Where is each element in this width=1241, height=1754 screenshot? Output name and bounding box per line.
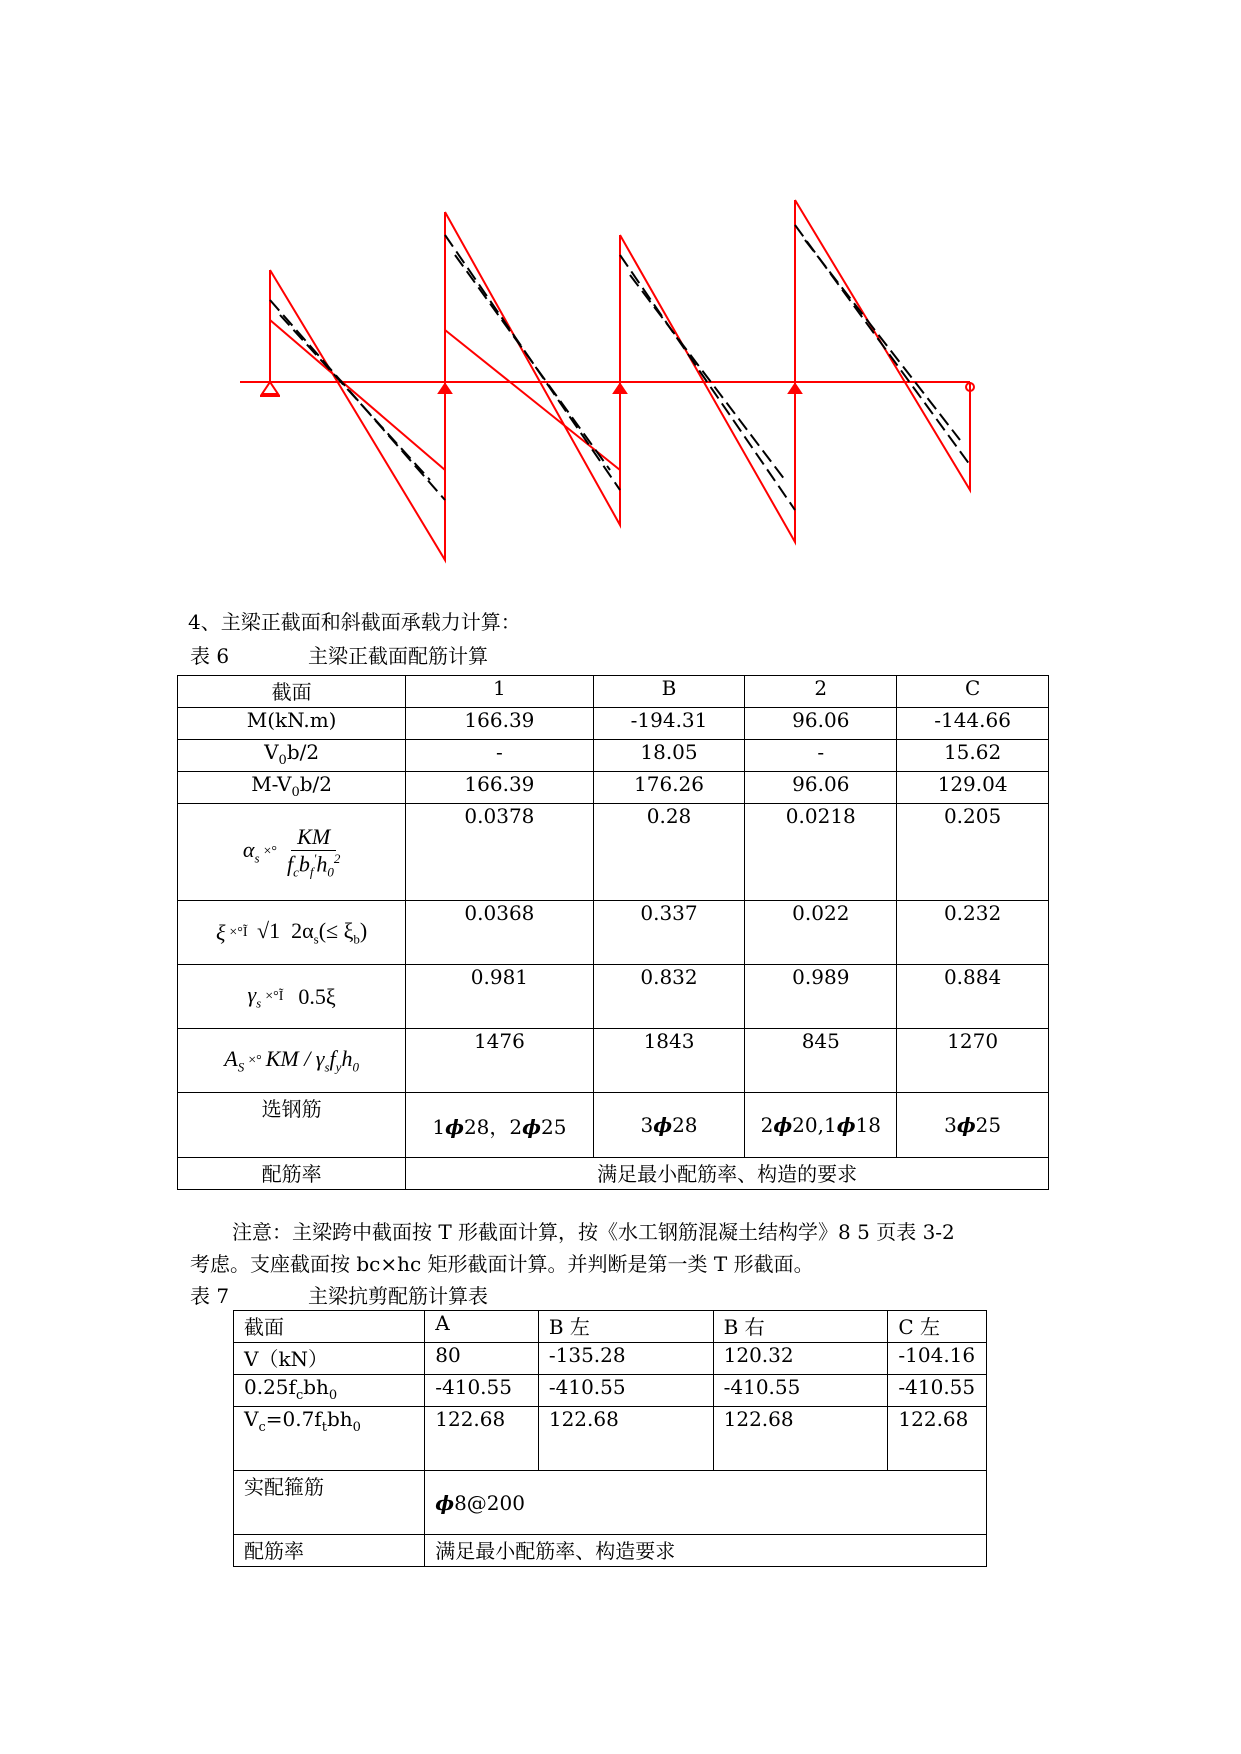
table-row [178, 708, 1049, 740]
header-cell: B [593, 676, 745, 708]
table-cell: 0.0218 [745, 804, 897, 901]
table-cell: -104.16 [888, 1343, 987, 1375]
table-cell: 96.06 [745, 772, 897, 804]
table-row [234, 1471, 987, 1535]
table-cell: 80 [425, 1343, 539, 1375]
table-cell: 96.06 [745, 708, 897, 740]
row-label: V（kN） [234, 1343, 425, 1375]
formula-alpha-s: $\alpha_s$ ×° $\frac{KM}{f_cb_f'h_0^2}$ [178, 804, 406, 901]
table-cell: 1ϕ28，2ϕ25 [406, 1093, 593, 1158]
header-cell: 截面 [234, 1311, 425, 1343]
table-cell: - [745, 740, 897, 772]
row-label: $V_c=0.7f_tbh_0$ [234, 1407, 425, 1471]
row-label: $M-V_0b/2$ [178, 772, 406, 804]
table7-main-beam-shear [233, 1310, 987, 1567]
table-cell: -135.28 [538, 1343, 713, 1375]
table-row [178, 804, 1049, 901]
header-cell: C [897, 676, 1049, 708]
note-line-1: 注意：主梁跨中截面按 T 形截面计算，按《水工钢筋混凝土结构学》8 5 页表 3-2 [232, 1220, 955, 1244]
formula-xi: ξ ×°Ĩ √1 $2\alpha_s(\le \xi_b)$ [178, 901, 406, 965]
header-cell: 2 [745, 676, 897, 708]
formula-as: $A_S$ ×° KM / $\gamma_sf_yh_0$ [178, 1029, 406, 1093]
table-cell: 1843 [593, 1029, 745, 1093]
table-cell: 18.05 [593, 740, 745, 772]
table-cell: 0.0378 [406, 804, 593, 901]
table-cell: -144.66 [897, 708, 1049, 740]
header-cell: C 左 [888, 1311, 987, 1343]
table-header-row [178, 676, 1049, 708]
table-cell: 0.832 [593, 965, 745, 1029]
table-cell: 满足最小配筋率、构造要求 [425, 1535, 987, 1567]
table-cell: 15.62 [897, 740, 1049, 772]
table-cell: 2ϕ20,1ϕ18 [745, 1093, 897, 1158]
table-row [178, 740, 1049, 772]
shear-force-envelope-diagram [240, 180, 1000, 580]
table-cell: 122.68 [425, 1407, 539, 1471]
table-cell: 0.205 [897, 804, 1049, 901]
table-cell: 0.337 [593, 901, 745, 965]
table-cell: 3ϕ25 [897, 1093, 1049, 1158]
table-cell: 0.884 [897, 965, 1049, 1029]
table-cell: ϕ8@200 [425, 1471, 987, 1535]
row-label: 配筋率 [178, 1158, 406, 1190]
table-row [234, 1375, 987, 1407]
formula-gamma-s: $\gamma_s$ ×°Ĩ 0.5ξ [178, 965, 406, 1029]
row-label: 选钢筋 [178, 1093, 406, 1158]
table-row [234, 1535, 987, 1567]
table-cell: 0.0368 [406, 901, 593, 965]
table-cell: 3ϕ28 [593, 1093, 745, 1158]
header-cell: 1 [406, 676, 593, 708]
table-row [178, 1093, 1049, 1158]
table-cell: 122.68 [888, 1407, 987, 1471]
table6-caption-title: 主梁正截面配筋计算 [308, 644, 488, 668]
table-cell: 120.32 [713, 1343, 888, 1375]
table-cell: - [406, 740, 593, 772]
table-cell: 122.68 [538, 1407, 713, 1471]
table-cell: 176.26 [593, 772, 745, 804]
header-cell: 截面 [178, 676, 406, 708]
row-label: $V_0b/2$ [178, 740, 406, 772]
table7-caption-number: 表 7 [190, 1284, 230, 1308]
table-row [234, 1343, 987, 1375]
table-cell: 0.022 [745, 901, 897, 965]
table-cell: 0.989 [745, 965, 897, 1029]
header-cell: A [425, 1311, 539, 1343]
row-label: $0.25f_cbh_0$ [234, 1375, 425, 1407]
row-label: M(kN.m) [178, 708, 406, 740]
table-row [178, 965, 1049, 1029]
table6-main-beam-flexure [177, 675, 1049, 1190]
table-row [178, 1158, 1049, 1190]
table-cell: 满足最小配筋率、构造的要求 [406, 1158, 1049, 1190]
table-cell: 0.981 [406, 965, 593, 1029]
table-cell: 0.28 [593, 804, 745, 901]
table-row [234, 1407, 987, 1471]
table-cell: 166.39 [406, 772, 593, 804]
table7-caption-title: 主梁抗剪配筋计算表 [308, 1284, 488, 1308]
row-label: 实配箍筋 [234, 1471, 425, 1535]
table-cell: 166.39 [406, 708, 593, 740]
table-cell: -410.55 [425, 1375, 539, 1407]
header-cell: B 左 [538, 1311, 713, 1343]
table-header-row [234, 1311, 987, 1343]
table-cell: 1476 [406, 1029, 593, 1093]
table-cell: 122.68 [713, 1407, 888, 1471]
table-cell: -410.55 [538, 1375, 713, 1407]
header-cell: B 右 [713, 1311, 888, 1343]
table-row [178, 772, 1049, 804]
table-cell: -410.55 [888, 1375, 987, 1407]
table6-caption-number: 表 6 [190, 644, 230, 668]
table-cell: 845 [745, 1029, 897, 1093]
table-cell: 129.04 [897, 772, 1049, 804]
section-heading: 4、主梁正截面和斜截面承载力计算： [188, 610, 521, 634]
note-line-2: 考虑。支座截面按 bc×hc 矩形截面计算。并判断是第一类 T 形截面。 [190, 1252, 814, 1276]
table-cell: 0.232 [897, 901, 1049, 965]
table-cell: -194.31 [593, 708, 745, 740]
table-row [178, 901, 1049, 965]
table-row [178, 1029, 1049, 1093]
row-label: 配筋率 [234, 1535, 425, 1567]
table-cell: -410.55 [713, 1375, 888, 1407]
table-cell: 1270 [897, 1029, 1049, 1093]
